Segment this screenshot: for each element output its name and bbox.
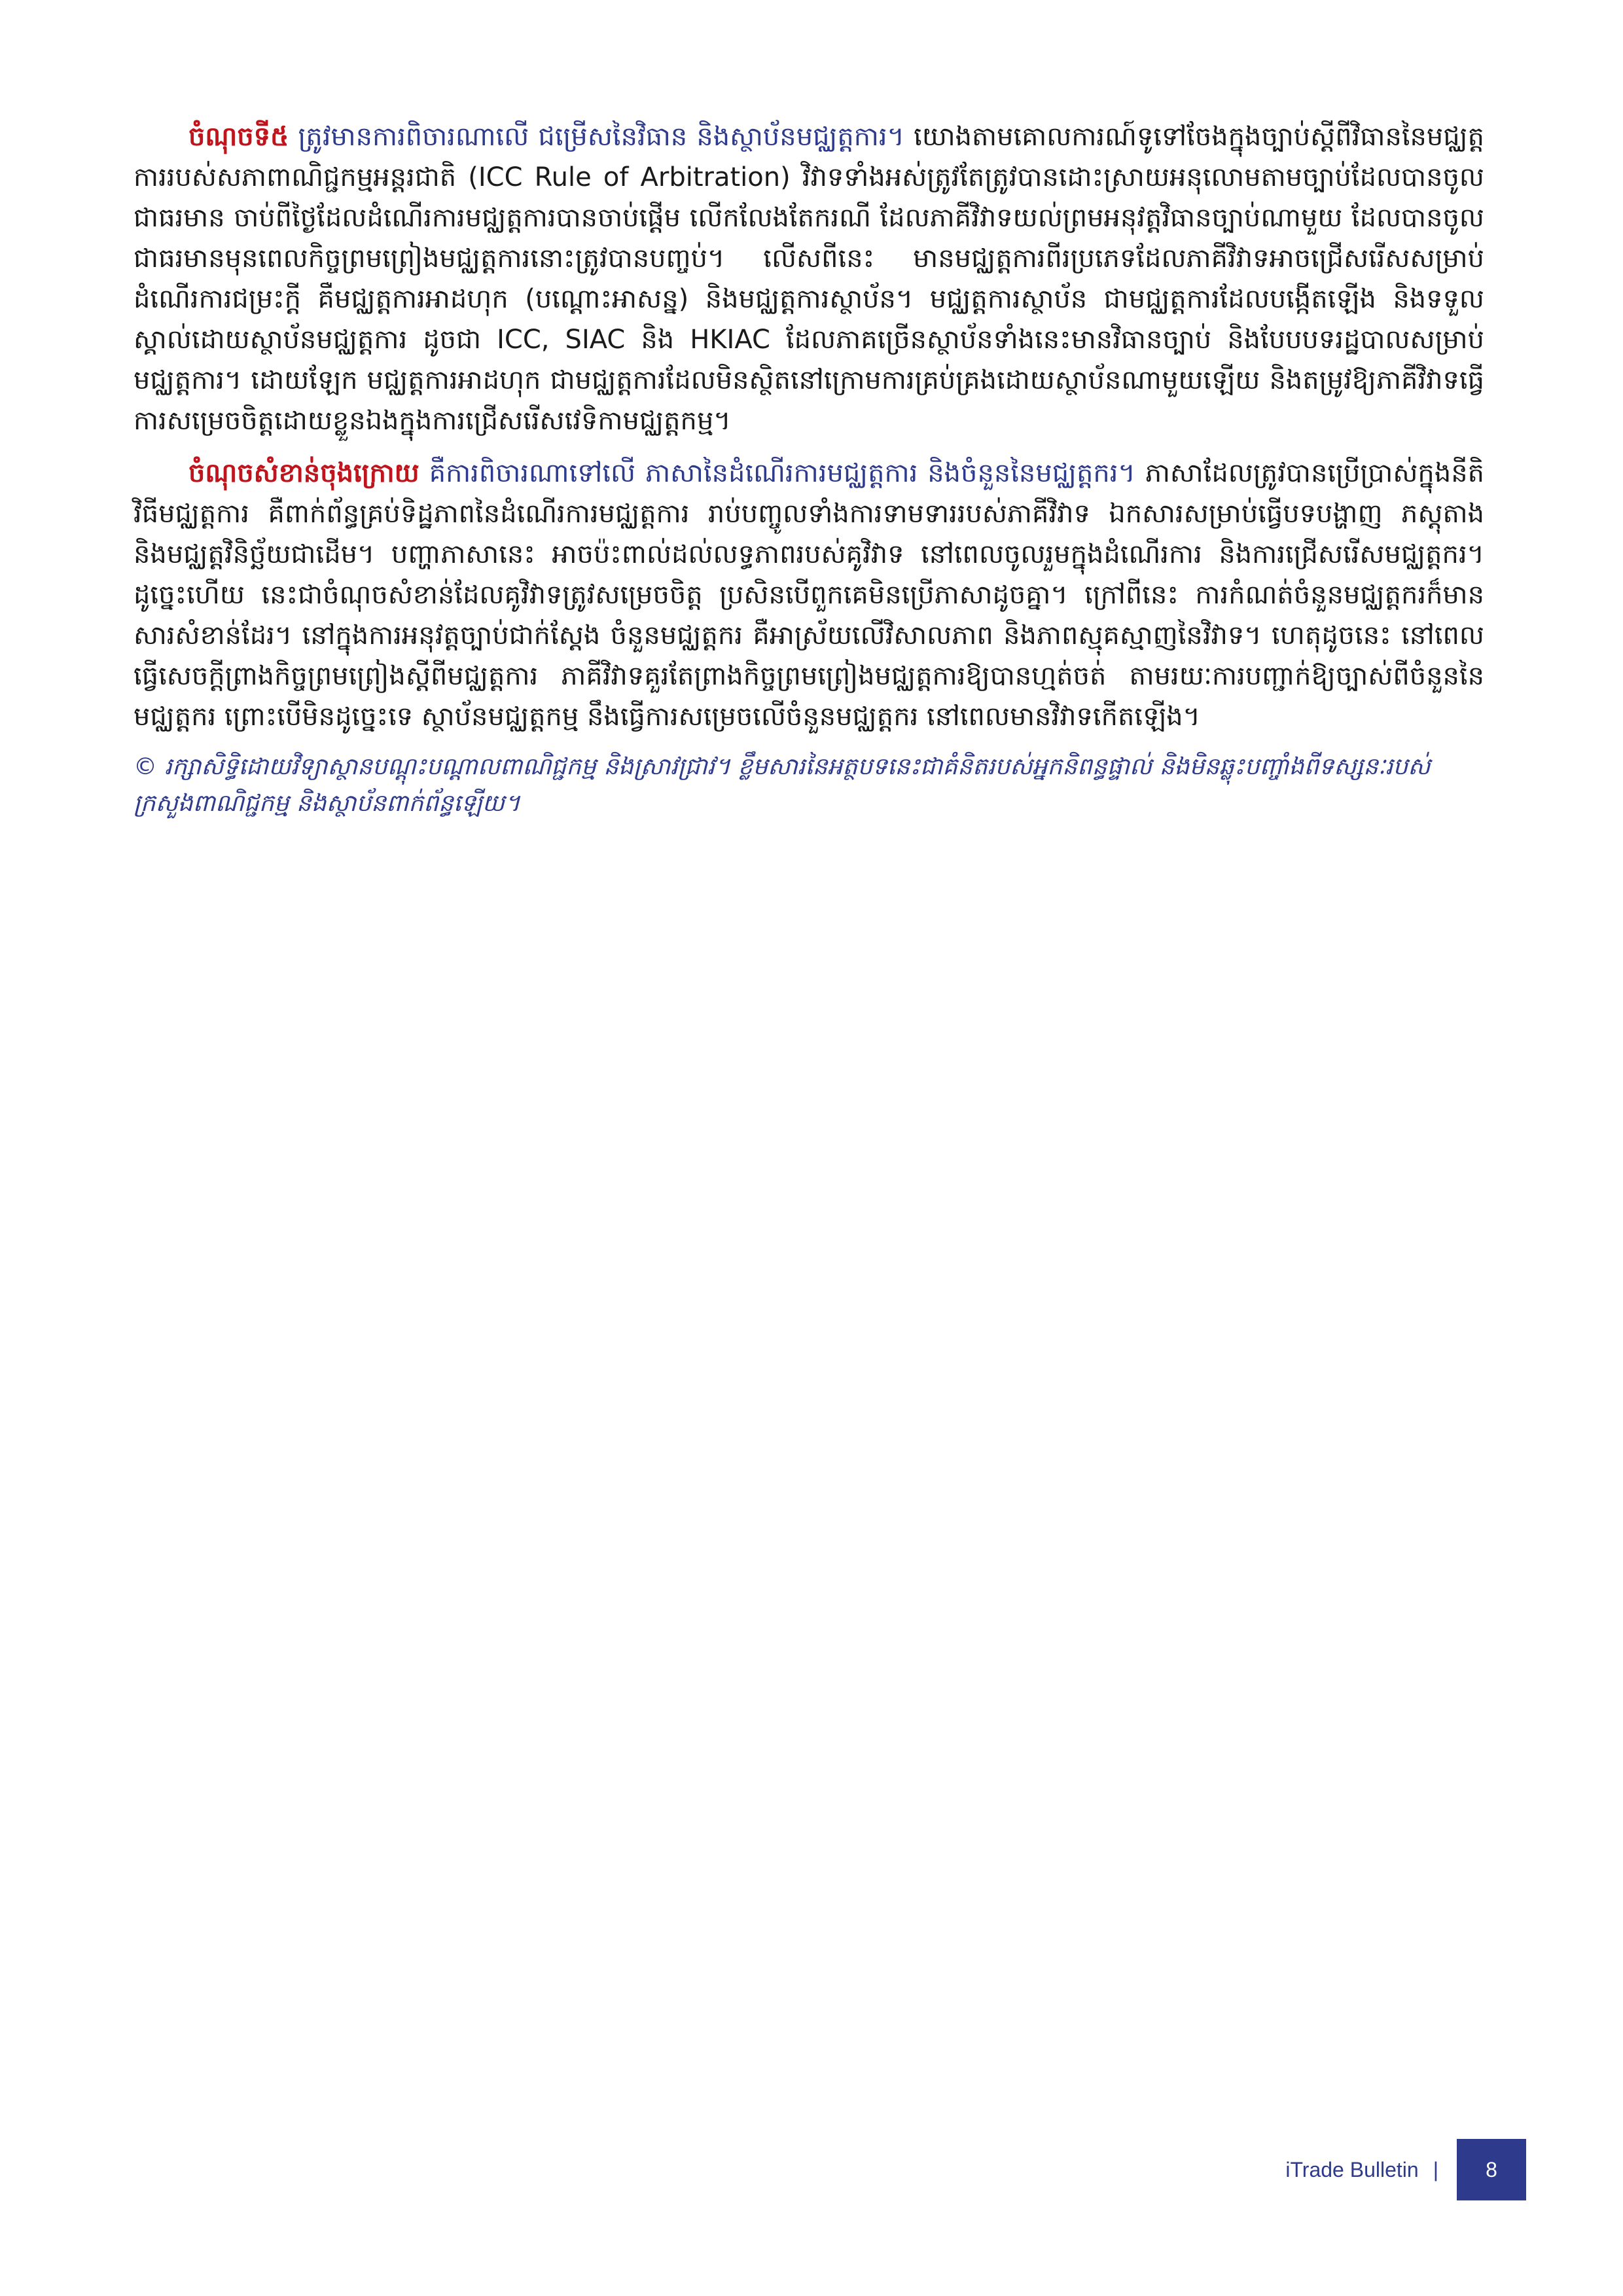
publication-title: iTrade Bulletin: [1285, 2157, 1419, 2181]
last-point-highlight: គឺការពិចារណាទៅលើ ភាសានៃដំណើរការមជ្ឈត្តការ និងចំនួននៃមជ្ឈត្តករ។: [429, 458, 1135, 488]
last-point-body: ភាសាដែលត្រូវបានប្រើប្រាស់ក្នុងនីតិវិធីមជ្ឈត្តការ គឺពាក់ព័ន្ធគ្រប់ទិដ្ឋភាពនៃដំណើរការមជ្ឈត្តការ រាប់បញ្ចូលទាំងការទាមទាររបស់ភាគីវិវាទ ឯកសារសម្រាប់ធ្វើបទបង្ហាញ ភស្តុតាង និងមជ្ឈត្តវិនិច្ឆ័យជាដើម។ បញ្ហាភាសានេះ អាចប៉ះពាល់ដល់លទ្ធភាពរបស់គូវិវាទ នៅពេលចូលរួមក្នុងដំណើរការ និងការជ្រើសរើសមជ្ឈត្តករ។ ដូច្នេះហើយ នេះជាចំណុចសំខាន់ដែលគូវិវាទត្រូវសម្រេចចិត្ត ប្រសិនបើពួកគេមិនប្រើភាសាដូចគ្នា។ ក្រៅពីនេះ ការកំណត់ចំនួនមជ្ឈត្តករក៏មានសារសំខាន់ដែរ។ នៅក្នុងការអនុវត្តច្បាប់ជាក់ស្តែង ចំនួនមជ្ឈត្តករ គឺអាស្រ័យលើវិសាលភាព និងភាពស្មុគស្មាញនៃវិវាទ។ ហេតុដូចនេះ នៅពេលធ្វើសេចក្តីព្រាងកិច្ចព្រមព្រៀងស្តីពីមជ្ឈត្តការ ភាគីវិវាទគួរតែព្រាងកិច្ចព្រមព្រៀងមជ្ឈត្តការឱ្យបានហ្មត់ចត់ តាមរយៈការបញ្ជាក់ឱ្យច្បាស់ពីចំនួននៃមជ្ឈត្តករ ព្រោះបើមិនដូច្នេះទេ ស្ថាប័នមជ្ឈត្តកម្ម នឹងធ្វើការសម្រេចលើចំនួនមជ្ឈត្តករ នៅពេលមានវិវាទកើតឡើង។: [134, 458, 1484, 732]
copyright-footnote: © រក្សាសិទ្ធិដោយវិទ្យាស្ថានបណ្តុះបណ្តាលពាណិជ្ជកម្ម និងស្រាវជ្រាវ។ ខ្លឹមសារនៃអត្ថបទនេះជាគំនិតរបស់អ្នកនិពន្ធផ្ទាល់ និងមិនឆ្លុះបញ្ចាំងពីទស្សនៈរបស់ក្រសួងពាណិជ្ជកម្ម និងស្ថាប័នពាក់ព័ន្ធឡើយ។: [134, 753, 1431, 817]
point-5-heading: ចំណុចទី៥: [188, 122, 289, 152]
page-number-badge: 8: [1457, 2139, 1526, 2200]
paragraph-last-point: [134, 453, 1484, 737]
footer-separator: |: [1433, 2157, 1438, 2181]
last-point-heading: ចំណុចសំខាន់ចុងក្រោយ: [188, 458, 419, 488]
point-5-body: យោងតាមគោលការណ៍ទូទៅចែងក្នុងច្បាប់ស្តីពីវិធាននៃមជ្ឈត្តការរបស់សភាពាណិជ្ជកម្មអន្តរជាតិ (ICC Rule of Arbitration) វិវាទទាំងអស់ត្រូវតែត្រូវបានដោះស្រាយអនុលោមតាមច្បាប់ដែលបានចូលជាធរមាន ចាប់ពីថ្ងៃដែលដំណើរការមជ្ឈត្តការបានចាប់ផ្តើម លើកលែងតែករណី ដែលភាគីវិវាទយល់ព្រមអនុវត្តវិធានច្បាប់ណាមួយ ដែលបានចូលជាធរមានមុនពេលកិច្ចព្រមព្រៀងមជ្ឈត្តការនោះត្រូវបានបញ្ចប់។ លើសពីនេះ មានមជ្ឈត្តការពីរប្រភេទដែលភាគីវិវាទអាចជ្រើសរើសសម្រាប់ដំណើរការជម្រះក្តី គឺមជ្ឈត្តការអាដហុក (បណ្តោះអាសន្ន) និងមជ្ឈត្តការស្ថាប័ន។ មជ្ឈត្តការស្ថាប័ន ជាមជ្ឈត្តការដែលបង្កើតឡើង និងទទួលស្គាល់ដោយស្ថាប័នមជ្ឈត្តការ ដូចជា ICC, SIAC និង HKIAC ដែលភាគច្រើនស្ថាប័នទាំងនេះមានវិធានច្បាប់ និងបែបបទរដ្ឋបាលសម្រាប់មជ្ឈត្តការ។ ដោយឡែក មជ្ឈត្តការអាដហុក ជាមជ្ឈត្តការដែលមិនស្ថិតនៅក្រោមការគ្រប់គ្រងដោយស្ថាប័នណាមួយឡើយ និងតម្រូវឱ្យភាគីវិវាទធ្វើការសម្រេចចិត្តដោយខ្លួនឯងក្នុងការជ្រើសរើសវេទិកាមជ្ឈត្តកម្ម។: [134, 122, 1484, 436]
paragraph-point-5: [134, 117, 1484, 441]
point-5-highlight: ត្រូវមានការពិចារណាលើ ជម្រើសនៃវិធាន និងស្ថាប័នមជ្ឈត្តការ។: [298, 122, 904, 152]
page-footer: [1285, 2139, 1526, 2200]
article-body: [134, 117, 1484, 822]
